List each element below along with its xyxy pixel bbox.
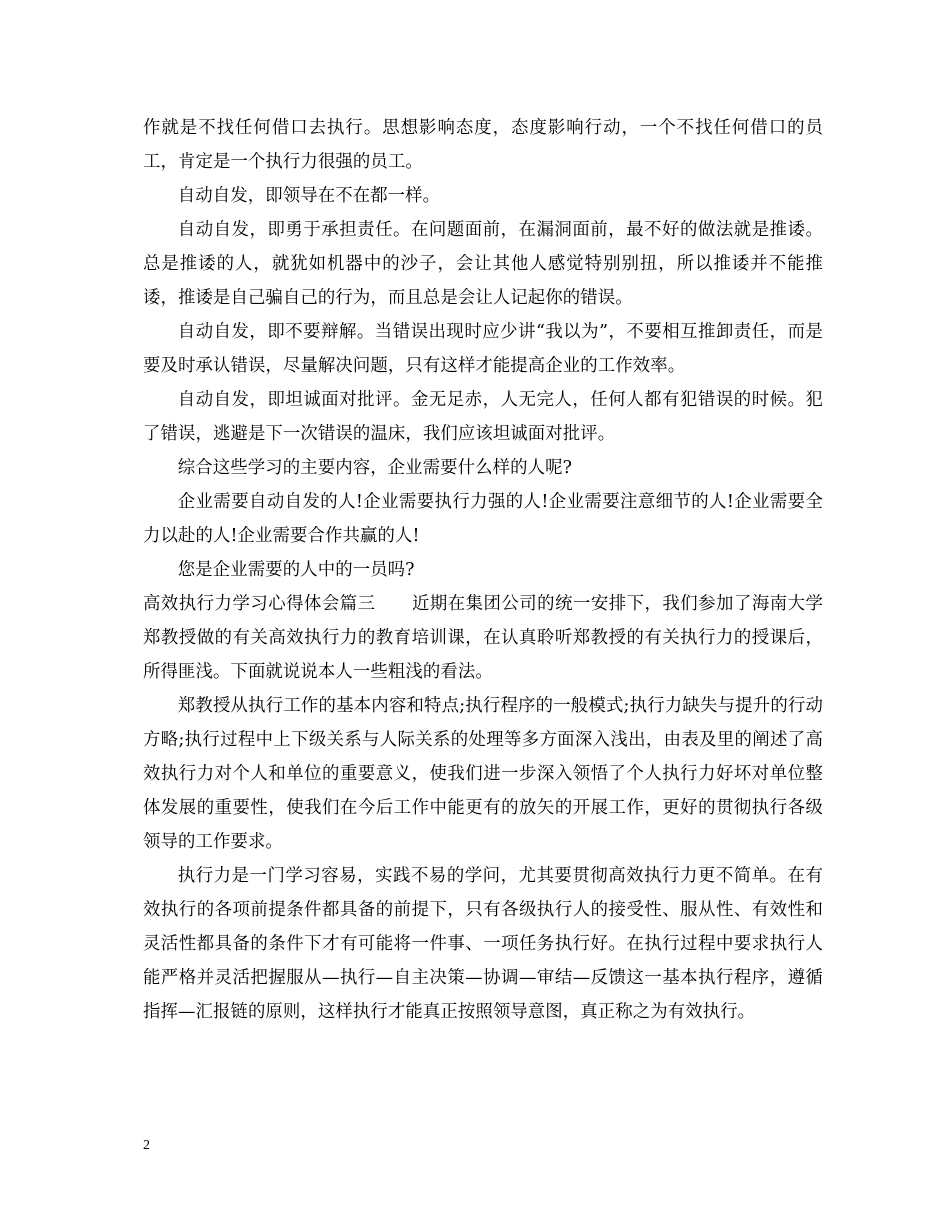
paragraph: 自动自发，即勇于承担责任。在问题面前，在漏洞面前，最不好的做法就是推诿。总是推诿的人，就犹如机器中的沙子，会让其他人感觉特别别扭，所以推诿并不能推诿，推诿是自己骗自己的行为，而且总是会让人记起你的错误。 [143,220,823,308]
paragraph: 作就是不找任何借口去执行。思想影响态度，态度影响行动，一个不找任何借口的员工，肯定是一个执行力很强的员工。 [143,118,823,172]
paragraph: 执行力是一门学习容易，实践不易的学问，尤其要贯彻高效执行力更不简单。在有效执行的各项前提条件都具备的前提下，只有各级执行人的接受性、服从性、有效性和灵活性都具备的条件下才有可能将一件事、一项任务执行好。在执行过程中要求执行人能严格并灵活把握服从—执行—自主决策—协调—审结—反馈这一基本执行程序，遵循指挥—汇报链的原则，这样执行才能真正按照领导意图，真正称之为有效执行。 [143,866,823,1022]
paragraph: 综合这些学习的主要内容，企业需要什么样的人呢? [177,458,573,478]
paragraph: 自动自发，即坦诚面对批评。金无足赤，人无完人，任何人都有犯错误的时候。犯了错误，逃避是下一次错误的温床，我们应该坦诚面对批评。 [143,390,823,444]
page-number: 2 [143,1138,150,1153]
document-body [143,111,823,1029]
paragraph: 郑教授从执行工作的基本内容和特点;执行程序的一般模式;执行力缺失与提升的行动方略;执行过程中上下级关系与人际关系的处理等多方面深入浅出，由表及里的阐述了高效执行力对个人和单位的重要意义，使我们进一步深入领悟了个人执行力好坏对单位整体发展的重要性，使我们在今后工作中能更有的放矢的开展工作，更好的贯彻执行各级领导的工作要求。 [143,696,823,852]
section-heading: 高效执行力学习心得体会篇三 [143,594,376,614]
paragraph: 您是企业需要的人中的一员吗? [177,560,415,580]
section-paragraph [143,587,823,689]
paragraph: 自动自发，即领导在不在都一样。 [177,186,441,206]
paragraph: 企业需要自动自发的人!企业需要执行力强的人!企业需要注意细节的人!企业需要全力以赴的人!企业需要合作共赢的人! [143,492,823,546]
paragraph: 自动自发，即不要辩解。当错误出现时应少讲“我以为”，不要相互推卸责任，而是要及时承认错误，尽量解决问题，只有这样才能提高企业的工作效率。 [143,322,823,376]
section-first-paragraph: 近期在集团公司的统一安排下，我们参加了海南大学郑教授做的有关高效执行力的教育培训课，在认真聆听郑教授的有关执行力的授课后，所得匪浅。下面就说说本人一些粗浅的看法。 [143,594,823,682]
